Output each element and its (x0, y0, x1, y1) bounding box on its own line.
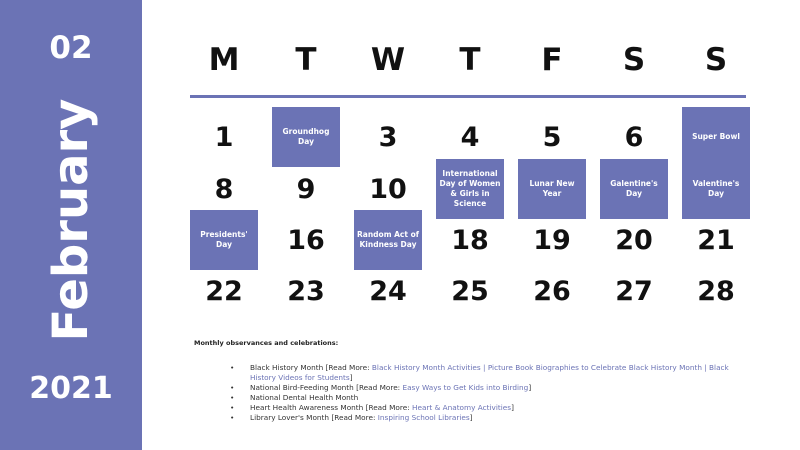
day-cell (190, 261, 258, 321)
item-text: Library Lover's Month [Read More: (250, 413, 378, 422)
day-cell (436, 261, 504, 321)
item-text: National Bird-Feeding Month [Read More: (250, 383, 403, 392)
day-number: 27 (615, 275, 653, 307)
item-text: Black History Month [Read More: (250, 363, 372, 372)
day-number: 1 (214, 121, 234, 153)
day-number: 28 (697, 275, 735, 307)
weekday-friday: F (541, 42, 563, 78)
item-link[interactable]: Black History Month Activities | Picture Book Biographies to Celebrate Black History Month | Black History Videos for Students (250, 363, 729, 382)
day-cell (518, 107, 586, 167)
list-item (230, 363, 730, 383)
day-number: 4 (460, 121, 480, 153)
day-number: 21 (697, 224, 735, 256)
day-cell (600, 261, 668, 321)
bullet: • (230, 383, 235, 392)
list-item (230, 403, 730, 413)
item-close: ] (349, 373, 353, 382)
list-item (230, 393, 730, 403)
item-text: National Dental Health Month (250, 393, 359, 402)
event-galentines-day: Galentine's Day (600, 159, 668, 219)
list-item (230, 383, 730, 393)
event-valentines-day: Valentine's Day (682, 159, 750, 219)
item-close: ] (511, 403, 514, 412)
day-number: 16 (287, 224, 325, 256)
day-cell (436, 107, 504, 167)
day-number: 6 (624, 121, 644, 153)
month-name: February (43, 98, 99, 342)
day-cell (354, 107, 422, 167)
weekday-tuesday: T (295, 42, 317, 78)
day-number: 10 (369, 173, 407, 205)
day-number: 24 (369, 275, 407, 307)
weekday-saturday: S (622, 42, 646, 78)
day-cell (190, 107, 258, 167)
bullet: • (230, 363, 235, 372)
day-number: 22 (205, 275, 243, 307)
weekday-thursday: T (459, 42, 481, 78)
list-item (230, 413, 730, 423)
day-number: 26 (533, 275, 571, 307)
observances-list (230, 363, 730, 423)
day-number: 23 (287, 275, 325, 307)
day-cell (682, 261, 750, 321)
day-number: 20 (615, 224, 653, 256)
day-number: 25 (451, 275, 489, 307)
day-number: 5 (542, 121, 562, 153)
header-divider (190, 95, 746, 98)
day-cell (272, 261, 340, 321)
bullet: • (230, 393, 235, 402)
day-number: 19 (533, 224, 571, 256)
event-women-girls-science: International Day of Women & Girls in Science (436, 159, 504, 219)
year: 2021 (29, 371, 113, 406)
event-random-act-of-kindness-day: Random Act of Kindness Day (354, 210, 422, 270)
day-cell (600, 107, 668, 167)
bullet: • (230, 403, 235, 412)
observances-heading: Monthly observances and celebrations: (194, 339, 339, 347)
weekday-monday: M (208, 42, 240, 78)
weekday-sunday: S (704, 42, 728, 78)
item-text: Heart Health Awareness Month [Read More: (250, 403, 412, 412)
bullet: • (230, 413, 235, 422)
item-link[interactable]: Easy Ways to Get Kids into Birding (402, 383, 529, 392)
event-super-bowl: Super Bowl (682, 107, 750, 167)
sidebar (0, 0, 142, 450)
day-cell (518, 261, 586, 321)
day-number: 18 (451, 224, 489, 256)
day-cell (354, 261, 422, 321)
item-close: ] (528, 383, 532, 392)
event-presidents-day: Presidents' Day (190, 210, 258, 270)
event-lunar-new-year: Lunar New Year (518, 159, 586, 219)
item-close: ] (469, 413, 473, 422)
day-number: 9 (296, 173, 316, 205)
day-number: 3 (378, 121, 398, 153)
item-link[interactable]: Inspiring School Libraries (377, 413, 470, 422)
day-number: 8 (214, 173, 234, 205)
event-groundhog-day: Groundhog Day (272, 107, 340, 167)
weekday-wednesday: W (370, 42, 406, 78)
item-link[interactable]: Heart & Anatomy Activities (411, 403, 512, 412)
month-number: 02 (49, 30, 93, 66)
